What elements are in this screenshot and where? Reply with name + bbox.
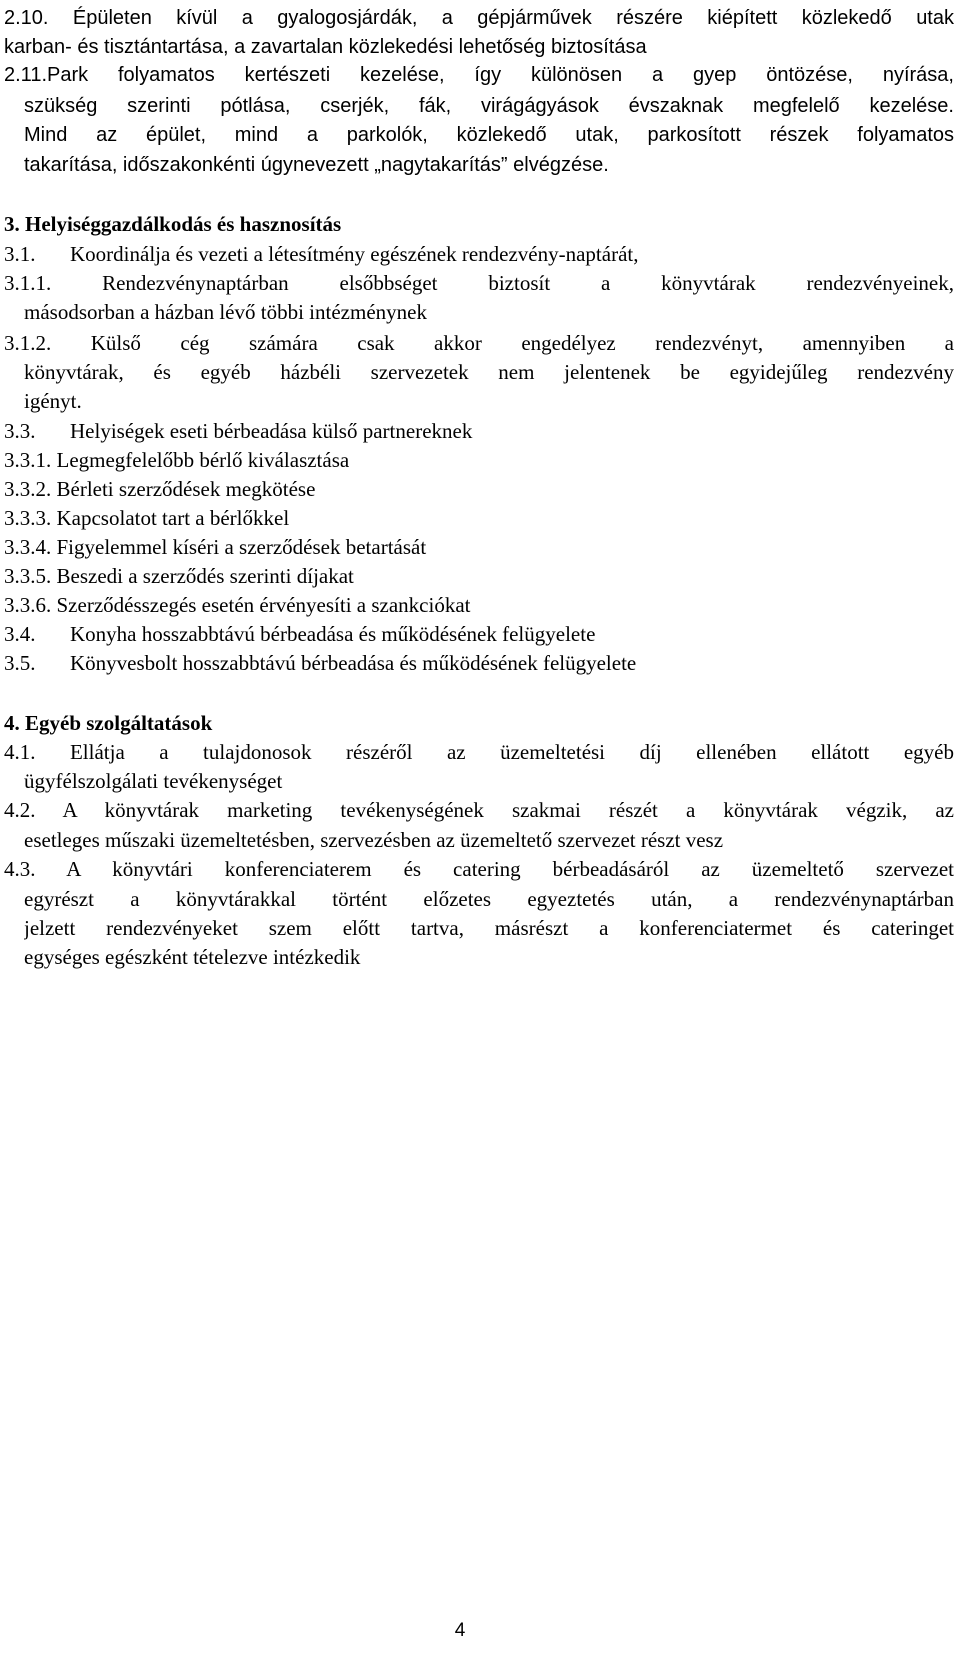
item-3-1-1-b: másodsorban a házban lévő többi intézménynek <box>24 300 427 324</box>
item-4-3-c: jelzett rendezvényeket szem előtt tartva, másrészt a konferenciatermet és cateringet <box>24 916 954 940</box>
item-3-1-1-a: 3.1.1. Rendezvénynaptárban elsőbbséget biztosít a könyvtárak rendezvényeinek, <box>4 271 954 295</box>
item-number-3-1: 3.1. <box>4 242 36 266</box>
text-line-2-11-d: takarítása, időszakonkénti úgynevezett „nagytakarítás” elvégzése. <box>24 154 609 176</box>
item-number-3-5: 3.5. <box>4 651 36 675</box>
item-3-1-2-a: 3.1.2. Külső cég számára csak akkor engedélyez rendezvényt, amennyiben a <box>4 331 954 355</box>
page-number: 4 <box>454 1620 466 1641</box>
item-number-3-4: 3.4. <box>4 622 36 646</box>
item-text-3-5: Könyvesbolt hosszabbtávú bérbeadása és működésének felügyelete <box>70 651 637 675</box>
item-3-3-3: 3.3.3. Kapcsolatot tart a bérlőkkel <box>4 506 290 530</box>
item-text-3-3: Helyiségek eseti bérbeadása külső partnereknek <box>70 419 473 443</box>
item-3-3-2: 3.3.2. Bérleti szerződések megkötése <box>4 477 316 501</box>
item-4-3-a: 4.3. A könyvtári konferenciaterem és catering bérbeadásáról az üzemeltető szervezet <box>4 857 954 881</box>
text-line-2-11-c: Mind az épület, mind a parkolók, közlekedő utak, parkosított részek folyamatos <box>24 124 954 146</box>
item-3-1-2-c: igényt. <box>24 389 82 413</box>
item-3-3-5: 3.3.5. Beszedi a szerződés szerinti díjakat <box>4 564 354 588</box>
item-4-1-b: ügyfélszolgálati tevékenységet <box>24 769 283 793</box>
item-4-3-b: egyrészt a könyvtárakkal történt előzetes egyeztetés után, a rendezvénynaptárban <box>24 887 954 911</box>
item-3-3-6: 3.3.6. Szerződésszegés esetén érvényesíti a szankciókat <box>4 593 471 617</box>
item-text-3-1: Koordinálja és vezeti a létesítmény egészének rendezvény-naptárát, <box>70 242 639 266</box>
section-heading-3: 3. Helyiséggazdálkodás és hasznosítás <box>4 212 342 236</box>
item-3-1-2-b: könyvtárak, és egyéb házbéli szervezetek nem jelentenek be egyidejűleg rendezvény <box>24 360 954 384</box>
item-4-1-a: 4.1. Ellátja a tulajdonosok részéről az üzemeltetési díj ellenében ellátott egyéb <box>4 740 954 764</box>
text-line-2-11-b: szükség szerinti pótlása, cserjék, fák, virágágyások évszaknak megfelelő kezelése. <box>24 95 954 117</box>
item-3-3-4: 3.3.4. Figyelemmel kíséri a szerződések betartását <box>4 535 427 559</box>
text-line-2-11-a: 2.11.Park folyamatos kertészeti kezelése, így különösen a gyep öntözése, nyírása, <box>4 64 954 86</box>
item-4-2-b: esetleges műszaki üzemeltetésben, szervezésben az üzemeltető szervezet részt vesz <box>24 828 724 852</box>
section-heading-4: 4. Egyéb szolgáltatások <box>4 711 213 735</box>
text-line-2-10-a: 2.10. Épületen kívül a gyalogosjárdák, a gépjárművek részére kiépített közlekedő utak <box>4 7 954 29</box>
item-number-3-3: 3.3. <box>4 419 36 443</box>
item-4-3-d: egységes egészként tételezve intézkedik <box>24 945 361 969</box>
item-3-3-1: 3.3.1. Legmegfelelőbb bérlő kiválasztása <box>4 448 350 472</box>
item-text-3-4: Konyha hosszabbtávú bérbeadása és működésének felügyelete <box>70 622 596 646</box>
text-line-2-10-b: karban- és tisztántartása, a zavartalan közlekedési lehetőség biztosítása <box>4 36 647 58</box>
item-4-2-a: 4.2. A könyvtárak marketing tevékenységének szakmai részét a könyvtárak végzik, az <box>4 798 954 822</box>
